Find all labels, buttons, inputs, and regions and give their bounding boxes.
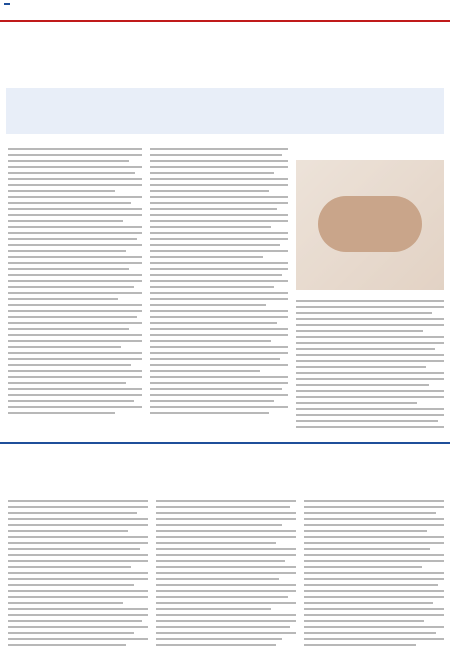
section-number [4, 3, 10, 5]
column-2 [150, 148, 288, 418]
column-3 [296, 300, 444, 432]
story2-column-3 [304, 500, 444, 650]
hands-clasped-icon [318, 196, 422, 252]
story2-column-2 [156, 500, 296, 650]
masthead [0, 0, 450, 22]
story2-column-1 [8, 500, 148, 650]
story-photo [296, 160, 444, 290]
column-1 [8, 148, 142, 418]
lede-paragraph [6, 88, 444, 134]
section-divider [0, 442, 450, 444]
